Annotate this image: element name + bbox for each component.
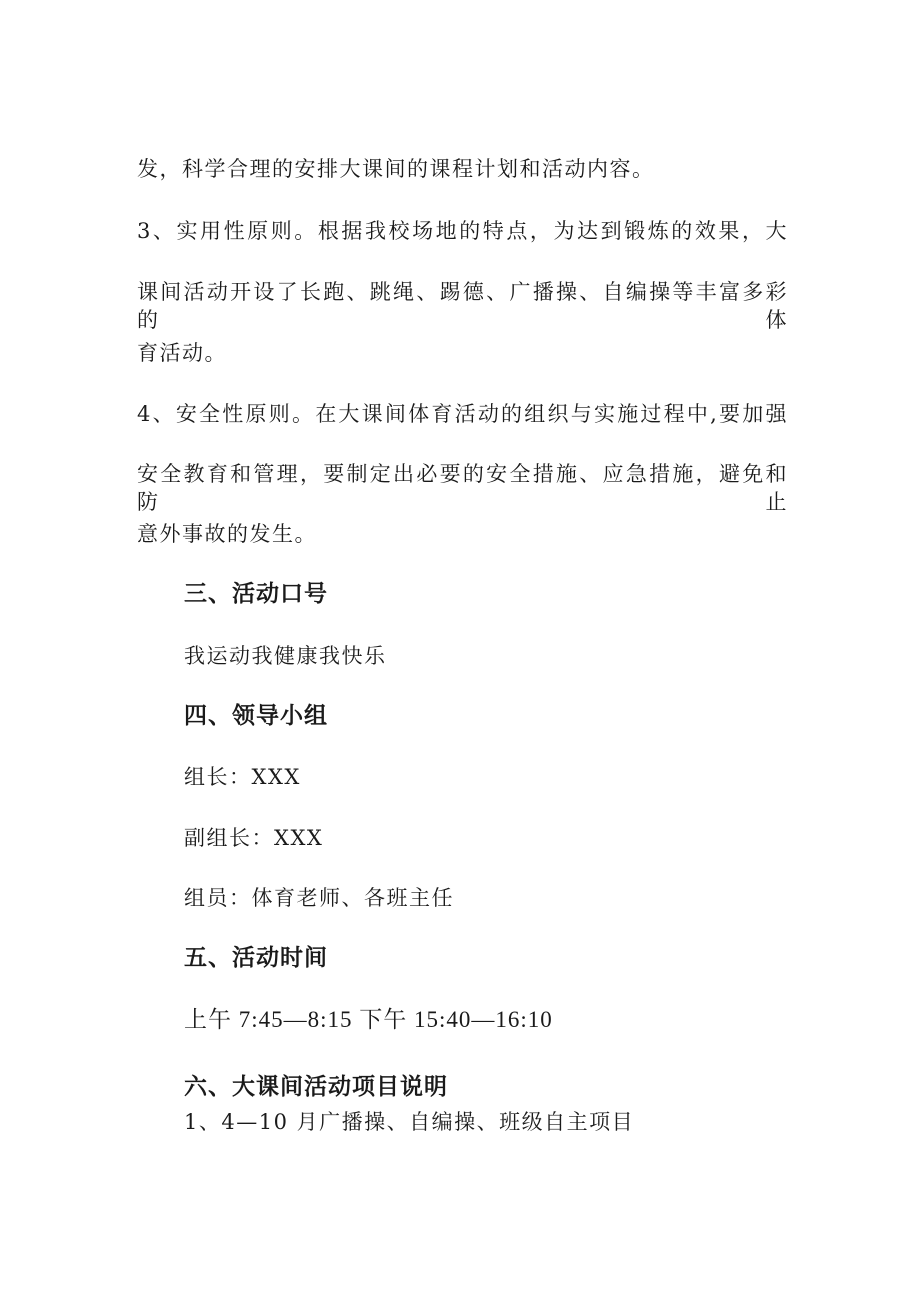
leader-text: 组长：XXX — [184, 765, 301, 789]
slogan-text: 我运动我健康我快乐 — [184, 644, 387, 668]
section-3-heading: 三、活动口号 — [184, 581, 328, 607]
principle-4-line-2: 安全教育和管理，要制定出必要的安全措施、应急措施，避免和防止 — [137, 462, 788, 514]
deputy-leader-text: 副组长：XXX — [184, 826, 324, 850]
project-item-1: 1、4—10 月广播操、自编操、班级自主项目 — [184, 1110, 635, 1134]
activity-time-text: 上午 7:45—8:15 下午 15:40—16:10 — [184, 1007, 553, 1032]
principle-4-line-1: 4、安全性原则。在大课间体育活动的组织与实施过程中,要加强 — [137, 402, 788, 426]
paragraph-continuation-line: 发，科学合理的安排大课间的课程计划和活动内容。 — [137, 157, 655, 181]
principle-4-line-3: 意外事故的发生。 — [137, 522, 317, 546]
principle-3-line-3: 育活动。 — [137, 341, 227, 365]
principle-3-line-2: 课间活动开设了长跑、跳绳、踢德、广播操、自编操等丰富多彩的体 — [137, 280, 788, 332]
section-6-heading: 六、大课间活动项目说明 — [184, 1074, 448, 1100]
principle-3-line-1: 3、实用性原则。根据我校场地的特点，为达到锻炼的效果，大 — [137, 219, 788, 243]
section-5-heading: 五、活动时间 — [184, 945, 328, 971]
members-text: 组员：体育老师、各班主任 — [184, 886, 454, 910]
section-4-heading: 四、领导小组 — [184, 703, 328, 729]
